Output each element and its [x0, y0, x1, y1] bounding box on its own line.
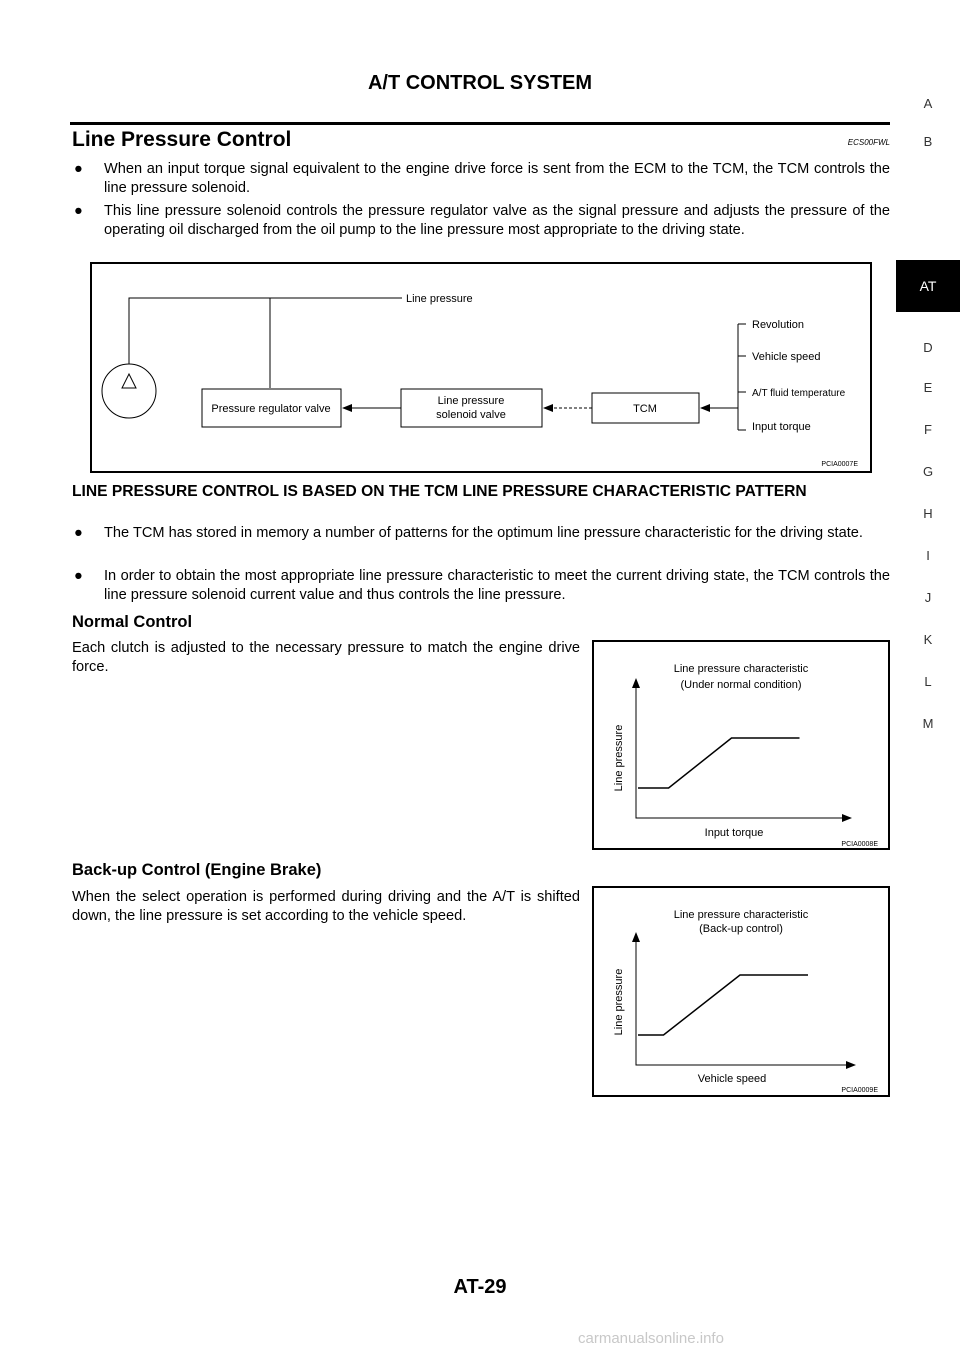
bullet-text: This line pressure solenoid controls the pressure regulator valve as the signal pressure and adjusts the pressure of the operating oil discharged from the oil pump to the line pressure most appropriate to the driving state.: [104, 203, 890, 238]
input-revolution: Revolution: [752, 319, 804, 331]
index-tab-k[interactable]: K: [923, 632, 933, 647]
normal-control-heading: Normal Control: [72, 613, 193, 631]
intro-bullet-1: [74, 160, 890, 197]
header-rule: [70, 122, 890, 125]
input-torque: Input torque: [752, 421, 811, 433]
bullet-text: The TCM has stored in memory a number of patterns for the optimum line pressure characteristic for the driving state.: [104, 525, 863, 541]
index-tab-d[interactable]: D: [923, 340, 933, 355]
bullet-marker: ●: [74, 568, 83, 584]
y-axis-arrowhead: [632, 932, 640, 942]
section-index-tabs: [896, 80, 960, 960]
chart-code: PCIA0009E: [841, 1087, 878, 1094]
backup-control-text: When the select operation is performed during driving and the A/T is shifted down, the line pressure is set according to the vehicle speed.: [72, 889, 580, 924]
line-pressure-line: [129, 298, 402, 364]
y-axis-label: Line pressure: [613, 724, 625, 792]
x-axis-label: Input torque: [704, 827, 764, 839]
section-title: Line Pressure Control: [72, 128, 292, 151]
index-tab-a[interactable]: A: [923, 96, 933, 111]
index-tab-at[interactable]: AT: [896, 260, 960, 312]
index-tab-e[interactable]: E: [923, 380, 933, 395]
index-tab-h[interactable]: H: [923, 506, 933, 521]
index-tab-f[interactable]: F: [924, 422, 932, 437]
pattern-heading: LINE PRESSURE CONTROL IS BASED ON THE TCM LINE PRESSURE CHARACTERISTIC PATTERN: [72, 483, 807, 500]
watermark: carmanualsonline.info: [578, 1330, 724, 1347]
pattern-bullet-2: [74, 567, 890, 604]
diagram-code: PCIA0007E: [821, 461, 858, 468]
bullet-marker: ●: [74, 525, 83, 541]
normal-control-chart: [592, 640, 890, 850]
y-axis-label: Line pressure: [613, 968, 625, 1036]
page-header-title: A/T CONTROL SYSTEM: [367, 72, 593, 94]
chart-subtitle: (Under normal condition): [680, 679, 802, 691]
chart-title: Line pressure characteristic: [673, 663, 809, 675]
index-tab-b[interactable]: B: [923, 134, 933, 149]
chart-normal-svg: [594, 642, 888, 848]
index-tab-j[interactable]: J: [924, 590, 932, 605]
chart-subtitle: (Back-up control): [699, 923, 783, 935]
chart-title: Line pressure characteristic: [673, 909, 809, 921]
section-code: ECS00FWL: [847, 138, 890, 147]
backup-control-chart: [592, 886, 890, 1097]
chart-axes: [636, 680, 850, 818]
pattern-bullet-1: [74, 524, 890, 543]
line-pressure-label: Line pressure: [406, 293, 473, 305]
input-vehicle-speed: Vehicle speed: [752, 351, 821, 363]
tcm-label: TCM: [633, 403, 657, 415]
diagram-svg: [92, 264, 870, 471]
bullet-marker: ●: [74, 161, 83, 177]
x-axis-arrowhead: [842, 814, 852, 822]
oil-pump-symbol: [102, 364, 156, 418]
index-tab-i[interactable]: I: [926, 548, 930, 563]
index-tab-m[interactable]: M: [922, 716, 934, 731]
normal-control-text: Each clutch is adjusted to the necessary pressure to match the engine drive force.: [72, 640, 580, 675]
page-number: AT-29: [453, 1276, 507, 1298]
x-axis-arrowhead: [846, 1061, 856, 1069]
x-axis-label: Vehicle speed: [697, 1073, 767, 1085]
chart-backup-svg: [594, 888, 888, 1095]
backup-control-heading: Back-up Control (Engine Brake): [72, 861, 322, 879]
chart-axes: [636, 934, 854, 1065]
bullet-text: When an input torque signal equivalent to the engine drive force is sent from the ECM to the TCM, the TCM controls the line pressure solenoid.: [104, 161, 890, 196]
y-axis-arrowhead: [632, 678, 640, 688]
index-tab-l[interactable]: L: [924, 674, 932, 689]
pressure-regulator-valve-label: Pressure regulator valve: [211, 403, 331, 415]
pump-triangle: [122, 374, 136, 388]
index-tab-g[interactable]: G: [922, 464, 934, 479]
bullet-text: In order to obtain the most appropriate line pressure characteristic to meet the current driving state, the TCM controls the line pressure solenoid current value and thus controls the line pressure.: [104, 568, 890, 603]
solenoid-valve-label-1: Line pressure: [437, 395, 505, 407]
intro-bullet-2: [74, 202, 890, 239]
bullet-marker: ●: [74, 203, 83, 219]
line-pressure-series: [638, 738, 800, 788]
line-pressure-series: [638, 975, 808, 1035]
chart-code: PCIA0008E: [841, 841, 878, 848]
input-fluid-temperature: A/T fluid temperature: [752, 388, 846, 399]
solenoid-valve-label-2: solenoid valve: [436, 409, 506, 421]
line-pressure-diagram: [90, 262, 872, 473]
